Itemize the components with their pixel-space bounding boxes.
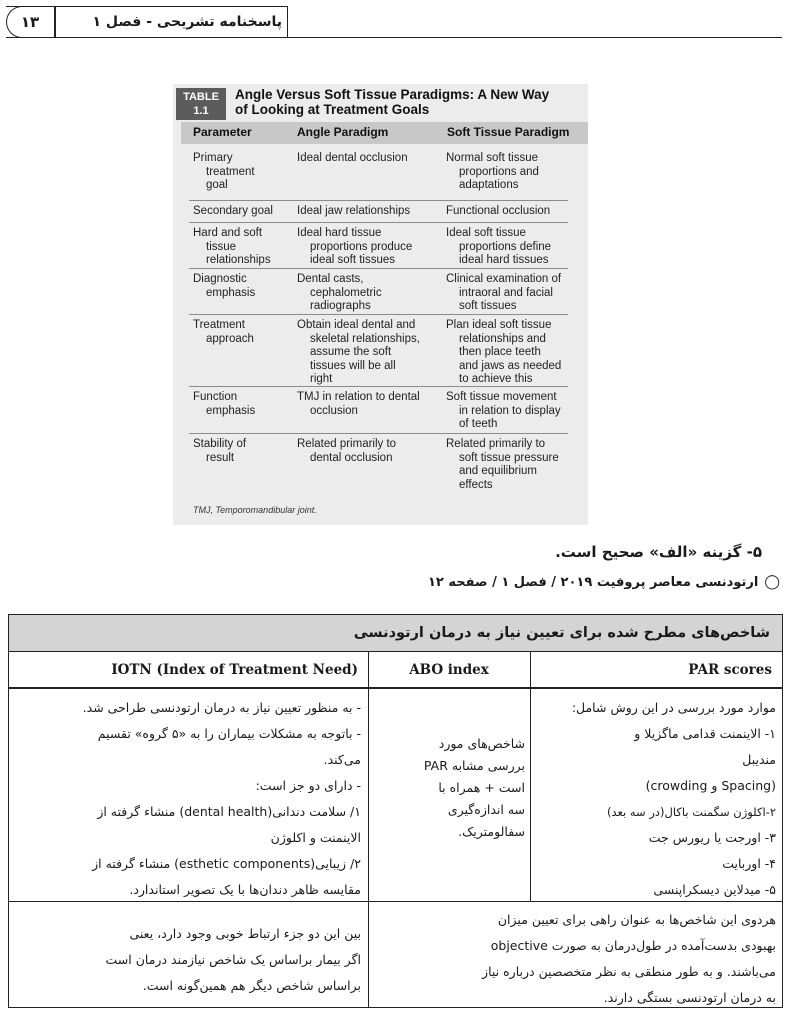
cell-line: Related primarily to	[297, 438, 397, 450]
cell-line: goal	[206, 179, 228, 191]
column-header-iotn: IOTN (Index of Treatment Need)	[9, 652, 368, 688]
summary-line: به درمان ارتودنسی بستگی دارند.	[603, 990, 776, 1005]
cell-line: cephalometric	[310, 286, 382, 299]
iotn-line: الاینمنت و اکلوژن	[270, 830, 361, 845]
indices-table-title: شاخص‌های مطرح شده برای تعیین نیاز به درمان ارتودنسی	[9, 615, 782, 652]
abo-line: سه اندازه‌گیری	[447, 802, 525, 817]
par-line: ۳- اورجت یا ریورس جت	[648, 830, 776, 845]
cell-line: Ideal jaw relationships	[297, 205, 411, 217]
row-divider	[9, 688, 782, 689]
page-number: ۱۳	[20, 13, 40, 31]
cell-angle	[297, 152, 408, 166]
cell-line: Clinical examination of	[446, 273, 562, 285]
cell-parameter	[193, 391, 255, 418]
cell-parameter	[193, 152, 255, 193]
par-line: موارد مورد بررسی در این روش شامل:	[571, 700, 776, 715]
answer-statement: ۵- گزینه «الف» صحیح است.	[555, 543, 762, 561]
cell-line: occlusion	[310, 404, 358, 417]
cell-line: dental occlusion	[310, 451, 393, 464]
cell-line: treatment	[206, 165, 255, 178]
table-title-line: Angle Versus Soft Tissue Paradigms: A New Way	[235, 87, 550, 102]
column-header-abo: ABO index	[368, 652, 530, 688]
table-row	[189, 434, 568, 496]
cell-line: in relation to display	[459, 404, 561, 417]
cell-line: Normal soft tissue	[446, 152, 539, 164]
cell-line: emphasis	[206, 404, 256, 417]
cell-line: tissue	[206, 240, 237, 253]
table-row	[189, 223, 568, 269]
cell-soft-tissue	[446, 152, 539, 193]
cell-soft-tissue	[446, 438, 559, 492]
cell-soft-tissue	[446, 391, 561, 432]
cell-line: emphasis	[206, 286, 256, 299]
summary-line: هردوی این شاخص‌ها به عنوان راهی برای تعیین میزان	[497, 912, 776, 927]
iotn-line: - دارای دو جز است:	[255, 778, 361, 793]
iotn-cell	[15, 695, 361, 903]
summary-line: اگر بیمار براساس یک شاخص نیازمند درمان است	[105, 952, 361, 967]
cell-line: Ideal soft tissue	[446, 227, 526, 239]
iotn-line: - باتوجه به مشکلات بیماران را به «۵ گروه» تقسیم	[97, 726, 361, 741]
cell-line: proportions define	[459, 240, 552, 253]
cell-line: Soft tissue movement	[446, 391, 557, 403]
cell-line: right	[310, 373, 333, 385]
table-badge-label: TABLE	[183, 91, 219, 103]
par-line: (Spacing و crowding)	[645, 778, 776, 793]
iotn-line: - به منظور تعیین نیاز به درمان ارتودنسی طراحی شد.	[82, 700, 361, 715]
cell-angle	[297, 205, 410, 219]
cell-angle	[297, 391, 420, 418]
iotn-line: می‌کند.	[323, 752, 361, 767]
cell-line: assume the soft	[310, 346, 392, 358]
summary-line: بین این دو جزء ارتباط خوبی وجود دارد، یعنی	[129, 926, 361, 941]
abo-line: شاخص‌های مورد	[438, 736, 525, 751]
cell-angle	[297, 319, 420, 387]
cell-parameter	[193, 438, 246, 465]
cell-line: to achieve this	[459, 373, 533, 385]
par-line: ۵- میدلاین دیسکراپنسی	[653, 882, 776, 897]
abo-line: بررسی مشابه PAR	[423, 758, 525, 773]
cell-line: Related primarily to	[446, 438, 546, 450]
cell-line: ideal soft tissues	[310, 254, 396, 266]
column-header-angle: Angle Paradigm	[297, 125, 389, 139]
cell-line: result	[206, 451, 235, 464]
cell-line: Hard and soft	[193, 227, 263, 239]
reference-line	[180, 574, 780, 590]
par-line: ۴- اوربایت	[722, 856, 776, 871]
table-figure	[173, 84, 588, 525]
cell-line: TMJ in relation to dental	[297, 391, 420, 403]
cell-parameter	[193, 227, 271, 268]
table-row	[189, 269, 568, 315]
par-line: ۱- الاینمنت قدامی ماگزیلا و	[634, 726, 776, 741]
summary-line: بهبودی بدست‌آمده در طول‌درمان به صورت objective	[490, 938, 776, 953]
summary-line: براساس شاخص دیگر هم همین‌گونه است.	[142, 978, 361, 993]
cell-angle	[297, 273, 382, 314]
cell-line: Ideal dental occlusion	[297, 152, 408, 164]
abo-cell	[375, 733, 525, 843]
cell-line: and jaws as needed	[459, 359, 562, 372]
chapter-title: پاسخنامه تشریحی - فصل ۱	[92, 14, 282, 30]
iotn-line: ۲/ زیبایی(esthetic components) منشاء گرفته از	[92, 856, 361, 871]
cell-line: Treatment	[193, 319, 245, 331]
column-header-soft-tissue: Soft Tissue Paradigm	[447, 125, 570, 139]
cell-line: Plan ideal soft tissue	[446, 319, 552, 331]
cell-line: and equilibrium	[459, 465, 537, 477]
par-cell	[536, 695, 776, 903]
table-row	[189, 148, 568, 201]
summary-cell-left	[15, 921, 361, 999]
cell-line: Diagnostic	[193, 273, 247, 285]
iotn-line: مقایسه ظاهر دندان‌ها با یک تصویر استاندارد.	[129, 882, 361, 897]
cell-line: effects	[459, 478, 493, 491]
cell-line: Secondary goal	[193, 205, 273, 217]
cell-line: skeletal relationships,	[310, 332, 420, 345]
cell-parameter	[193, 273, 255, 300]
cell-line: intraoral and facial	[459, 286, 553, 299]
cell-line: soft tissues	[459, 300, 517, 312]
cell-line: relationships	[206, 254, 271, 266]
reference-text: ارتودنسی معاصر پروفیت ۲۰۱۹ / فصل ۱ / صفحه ۱۲	[427, 575, 759, 590]
column-header-par: PAR scores	[530, 652, 782, 688]
cell-line: then place teeth	[459, 346, 541, 358]
table-row	[189, 315, 568, 387]
indices-table	[8, 614, 783, 1008]
cell-line: adaptations	[459, 179, 519, 191]
table-badge-number: 1.1	[193, 105, 209, 117]
cell-line: proportions and	[459, 165, 539, 178]
cell-line: tissues will be all	[310, 359, 396, 372]
cell-parameter	[193, 205, 273, 219]
table-header-row	[181, 122, 588, 144]
cell-line: relationships and	[459, 332, 546, 345]
cell-line: Dental casts,	[297, 273, 364, 285]
summary-cell-right	[374, 907, 776, 1011]
cell-soft-tissue	[446, 319, 561, 387]
abo-line: سفالومتریک.	[458, 824, 525, 839]
cell-line: of teeth	[459, 418, 498, 430]
book-icon: ◯	[764, 574, 780, 590]
cell-line: Obtain ideal dental and	[297, 319, 416, 331]
cell-line: proportions produce	[310, 240, 413, 253]
cell-line: ideal hard tissues	[459, 254, 549, 266]
iotn-line: ۱/ سلامت دندانی(dental health) منشاء گرفته از	[97, 804, 361, 819]
cell-line: Functional occlusion	[446, 205, 551, 217]
cell-angle	[297, 227, 412, 268]
cell-line: soft tissue pressure	[459, 451, 559, 464]
cell-line: Function	[193, 391, 238, 403]
table-footnote: TMJ, Temporomandibular joint.	[193, 505, 317, 515]
cell-soft-tissue	[446, 205, 550, 219]
header-divider	[54, 6, 56, 38]
table-title-line: of Looking at Treatment Goals	[235, 102, 430, 117]
header-rule	[288, 37, 782, 38]
par-line: ۲-اکلوژن سگمنت باکال(در سه بعد)	[606, 805, 776, 819]
cell-line: Primary	[193, 152, 233, 164]
cell-angle	[297, 438, 396, 465]
table-badge	[176, 88, 226, 120]
table-row	[189, 387, 568, 434]
cell-line: approach	[206, 332, 254, 345]
par-line: مندیبل	[742, 752, 776, 767]
column-divider	[368, 652, 369, 1008]
cell-line: Ideal hard tissue	[297, 227, 382, 239]
column-divider	[530, 652, 531, 902]
abo-line: است + همراه با	[438, 780, 525, 795]
summary-line: می‌باشند. و به طور منطقی به نظر متخصصین درباره نیاز	[482, 964, 776, 979]
cell-soft-tissue	[446, 227, 551, 268]
cell-parameter	[193, 319, 254, 346]
cell-line: Stability of	[193, 438, 247, 450]
table-title	[235, 87, 585, 117]
cell-soft-tissue	[446, 273, 561, 314]
table-row	[189, 201, 568, 223]
column-header-parameter: Parameter	[193, 125, 252, 139]
cell-line: radiographs	[310, 300, 371, 312]
